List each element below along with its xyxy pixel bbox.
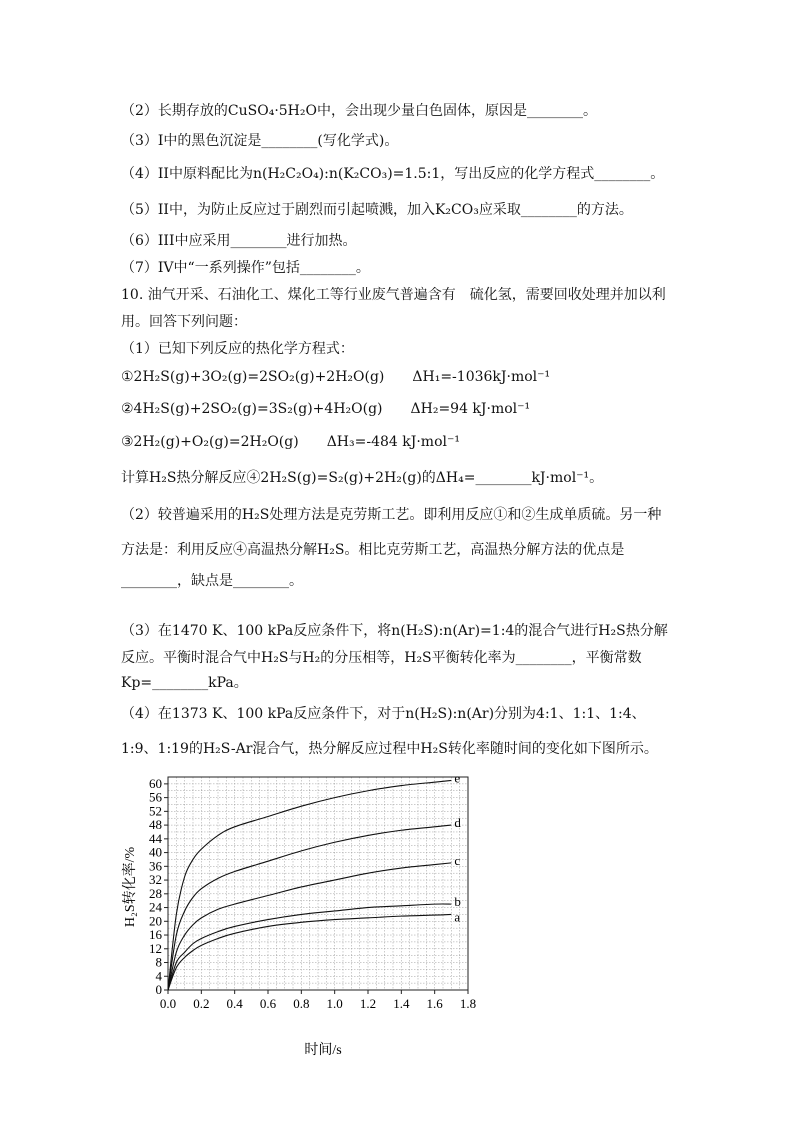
x-tick-label: 1.0 xyxy=(326,996,343,1011)
q10-intro-2: 用。回答下列问题： xyxy=(121,314,247,330)
q10-part3-3: Kp=________kPa。 xyxy=(121,675,248,691)
q10-part1: （1）已知下列反应的热化学方程式： xyxy=(121,341,354,357)
q10-intro-1: 10. 油气开采、石油化工、煤化工等行业废气普遍含有 硫化氢，需要回收处理并加以利 xyxy=(121,287,666,303)
q10-part3-2: 反应。平衡时混合气中H₂S与H₂的分压相等，H₂S平衡转化率为________，平衡常数 xyxy=(121,650,642,666)
y-tick-label: 0 xyxy=(155,982,162,997)
y-tick-label: 48 xyxy=(149,817,162,833)
y-tick-label: 44 xyxy=(149,830,162,846)
x-tick-label: 1.6 xyxy=(426,996,443,1011)
equation-3: ③2H₂(g)+O₂(g)=2H₂O(g) ΔH₃=-484 kJ·mol⁻¹ xyxy=(121,434,460,450)
x-tick-label: 0.8 xyxy=(293,996,310,1011)
y-tick-label: 12 xyxy=(149,940,162,956)
equation-2: ②4H₂S(g)+2SO₂(g)=3S₂(g)+4H₂O(g) ΔH₂=94 kJ·mol⁻¹ xyxy=(121,401,531,417)
q9-part4: （4）II中原料配比为n(H₂C₂O₄):n(K₂CO₃)=1.5:1，写出反应的化学方程式________。 xyxy=(121,166,665,182)
series-label-b: b xyxy=(454,894,461,910)
x-tick-label: 0.6 xyxy=(259,996,277,1011)
y-tick-label: 16 xyxy=(149,927,162,943)
series-label-d: d xyxy=(454,815,461,831)
series-label-a: a xyxy=(454,909,461,925)
q9-part7: （7）IV中“一系列操作”包括________。 xyxy=(121,260,370,276)
y-tick-label: 52 xyxy=(149,803,162,819)
y-tick-label: 32 xyxy=(149,872,162,888)
x-tick-label: 0.4 xyxy=(226,996,243,1011)
x-tick-label: 0.2 xyxy=(193,996,210,1011)
q10-part3-1: （3）在1470 K、100 kPa反应条件下，将n(H₂S):n(Ar)=1:4的混合气进行H₂S热分解 xyxy=(121,623,668,639)
y-tick-label: 24 xyxy=(149,899,162,915)
q9-part5: （5）II中，为防止反应过于剧烈而引起喷溅，加入K₂CO₃应采取________的方法。 xyxy=(121,202,633,218)
q9-part3: （3）I中的黑色沉淀是________(写化学式)。 xyxy=(121,133,399,149)
x-tick-label: 1.8 xyxy=(459,996,477,1011)
q10-calc: 计算H₂S热分解反应④2H₂S(g)=S₂(g)+2H₂(g)的ΔH₄=________kJ·mol⁻¹。 xyxy=(121,470,604,486)
q10-part2-1: （2）较普遍采用的H₂S处理方法是克劳斯工艺。即利用反应①和②生成单质硫。另一种 xyxy=(121,507,662,523)
x-tick-label: 1.4 xyxy=(393,996,410,1011)
y-tick-label: 4 xyxy=(155,968,162,984)
x-tick-label: 1.2 xyxy=(359,996,377,1011)
series-line-b xyxy=(168,904,451,990)
series-label-e: e xyxy=(454,770,461,786)
q10-part2-2: 方法是：利用反应④高温热分解H₂S。相比克劳斯工艺，高温热分解方法的优点是 xyxy=(121,542,625,558)
x-axis-label: 时间/s xyxy=(304,1043,342,1058)
y-axis-label: H₂S转化率/% xyxy=(123,846,138,928)
y-tick-label: 56 xyxy=(149,789,162,805)
y-tick-label: 8 xyxy=(155,954,162,970)
conversion-chart xyxy=(118,762,498,1062)
series-label-c: c xyxy=(454,852,461,868)
y-tick-label: 40 xyxy=(149,844,162,860)
y-tick-label: 36 xyxy=(149,858,162,874)
q10-part2-3: ________，缺点是________。 xyxy=(121,573,303,589)
q9-part6: （6）III中应采用________进行加热。 xyxy=(121,233,357,249)
x-tick-label: 0.0 xyxy=(159,996,177,1011)
q10-part4-1: （4）在1373 K、100 kPa反应条件下，对于n(H₂S):n(Ar)分别为4:1、1:1、1:4、 xyxy=(121,706,646,722)
q9-part2: （2）长期存放的CuSO₄·5H₂O中，会出现少量白色固体，原因是________。 xyxy=(121,103,597,119)
q10-part4-2: 1:9、1:19的H₂S-Ar混合气，热分解反应过程中H₂S转化率随时间的变化如下图所示。 xyxy=(121,741,658,757)
y-tick-label: 60 xyxy=(149,775,162,791)
equation-1: ①2H₂S(g)+3O₂(g)=2SO₂(g)+2H₂O(g) ΔH₁=-1036kJ·mol⁻¹ xyxy=(121,369,551,385)
y-tick-label: 20 xyxy=(149,913,162,929)
y-tick-label: 28 xyxy=(149,885,162,901)
